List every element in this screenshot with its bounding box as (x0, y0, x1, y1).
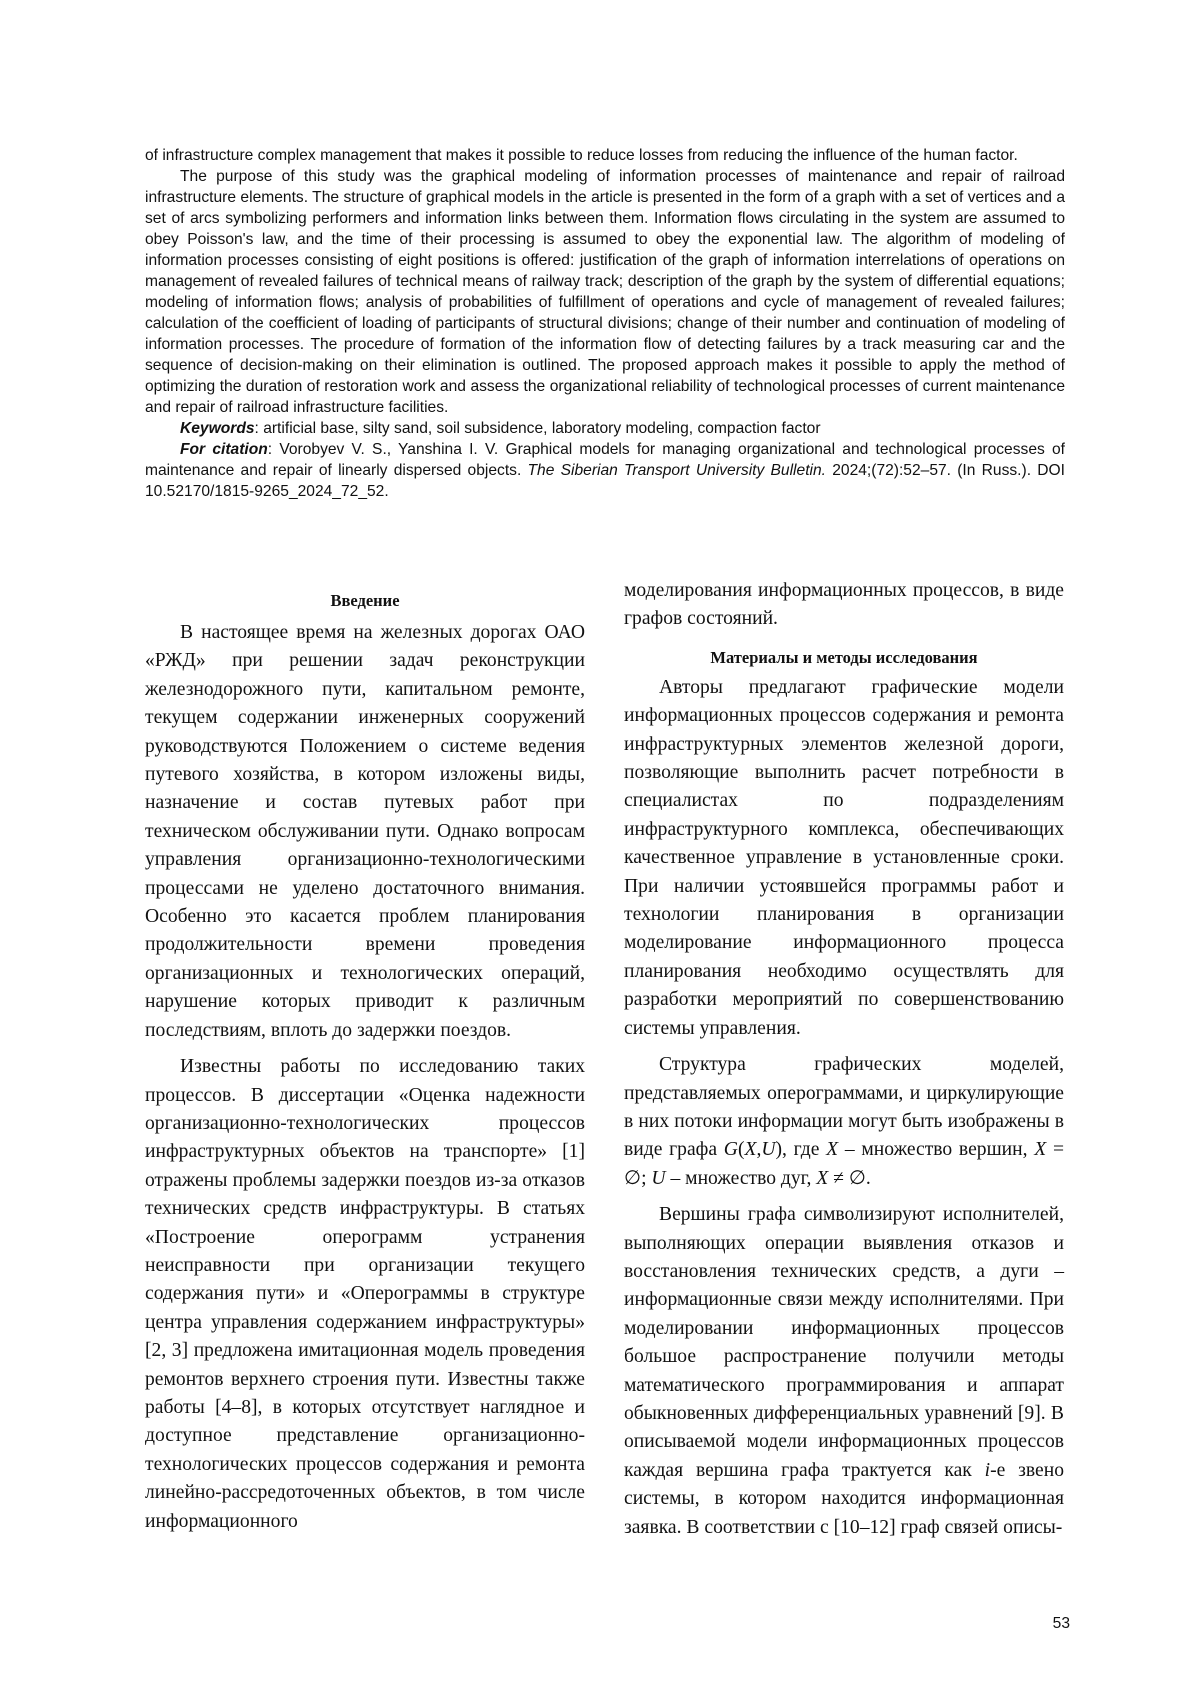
text-run: Вершины графа символизируют исполнителей, выполняющих операции выявления отказов и восстановления технических средств, а дуги – информационные связи между исполнителями. При моделировании информационных процессов большое распространение получили методы математического программирования и аппарат обыкновенных дифференциальных уравнений [9]. В описываемой модели информационных процессов каждая вершина графа трактуется как (624, 1204, 1064, 1481)
text-run: = ∅; (624, 1139, 1065, 1189)
continued-paragraph: моделирования информационных процессов, в виде графов состояний. (624, 580, 1064, 630)
intro-paragraph-2: Известны работы по исследованию таких процессов. В диссертации «Оценка надежности организационно-технологических процессов инфраструктурных объектов на транспорте» [1] отражены проблемы задержки поездов из-за отказов технических средств инфраструктуры. В статьях «Построение оперограмм устранения неисправности при организации текущего содержания пути» и «Оперограммы в структуре центра управления содержанием инфраструктуры» [2, 3] предложена имитационная модель проведения ремонтов верхнего строения пути. Известны также работы [4–8], в которых отсутствует наглядное и доступное представление организационно-технологических процессов содержания и ремонта линейно-рассредоточенных объектов, в том числе информационного (145, 1056, 585, 1532)
math-symbol-X: X (826, 1139, 839, 1161)
intro-paragraph-1: В настоящее время на железных дорогах ОАО «РЖД» при решении задач реконструкции железнодорожного пути, капитальном ремонте, текущем содержании инженерных сооружений руководствуются Положением о системе ведения путевого хозяйства, в котором изложены виды, назначение и состав путевых работ при техническом обслуживании пути. Однако вопросам управления организационно-технологическими процессами не уделено достаточного внимания. Особенно это касается проблем планирования продолжительности времени проведения организационных и технологических операций, нарушение которых приводит к различным последствиям, вплоть до задержки поездов. (145, 622, 585, 1041)
citation-tail: 2024;(72):52–57. (In Russ.). DOI 10.52170/1815-9265_2024_72_52. (145, 462, 1065, 500)
text-run: ), где (775, 1139, 827, 1161)
right-column (624, 577, 1064, 1542)
methods-paragraph-2 (624, 1051, 1064, 1193)
text-run: ≠ ∅. (828, 1167, 871, 1189)
text-run: Структура графических моделей, представляемых оперограммами, и циркулирующие в них потоки информации могут быть изображены в виде графа (624, 1054, 1064, 1161)
section-heading-introduction: Введение (330, 591, 400, 610)
text-run: -е звено системы, в котором находится информационная заявка. В соответствии с [10–12] граф связей описы- (624, 1459, 1064, 1538)
math-symbol-U: U (761, 1139, 776, 1161)
left-column (145, 583, 585, 1536)
math-symbol-X: X (816, 1167, 829, 1189)
text-run: – множество вершин, (838, 1139, 1035, 1161)
math-symbol-U: U (651, 1167, 666, 1189)
citation-line (145, 439, 1065, 502)
methods-paragraph-3 (624, 1201, 1064, 1542)
text-run: – множество дуг, (665, 1167, 817, 1189)
page-number: 53 (1052, 1615, 1070, 1632)
math-symbol-X: X (1034, 1139, 1047, 1161)
math-symbol-X: X (744, 1139, 757, 1161)
citation-label: For citation (180, 441, 268, 458)
methods-paragraph-1: Авторы предлагают графические модели информационных процессов содержания и ремонта инфраструктурных элементов железной дороги, позволяющие выполнить расчет потребности в специалистах по подразделениям инфраструктурного комплекса, обеспечивающих качественное управление в установленные сроки. При наличии устоявшейся программы работ и технологии планирования в организации моделирование информационного процесса планирования необходимо осуществлять для разработки мероприятий по совершенствованию системы управления. (624, 676, 1064, 1039)
citation-journal: The Siberian Transport University Bulletin. (527, 462, 826, 479)
abstract-block (145, 145, 1065, 502)
keywords-text: : artificial base, silty sand, soil subsidence, laboratory modeling, compaction factor (254, 420, 821, 437)
math-symbol-i: i (984, 1459, 991, 1481)
math-symbol-G: G (723, 1139, 738, 1161)
keywords-line (145, 418, 1065, 439)
section-heading-methods: Материалы и методы исследования (710, 647, 978, 667)
keywords-label: Keywords (180, 420, 255, 437)
abstract-continuation: of infrastructure complex management that makes it possible to reduce losses from reducing the influence of the human factor. (145, 147, 1018, 164)
citation-text: : Vorobyev V. S., Yanshina I. V. Graphical models for managing organizational and technological processes of maintenance and repair of linearly dispersed objects. (145, 441, 1065, 479)
abstract-purpose: The purpose of this study was the graphical modeling of information processes of maintenance and repair of railroad infrastructure elements. The structure of graphical models in the article is presented in the form of a graph with a set of vertices and a set of arcs symbolizing performers and information links between them. Information flows circulating in the system are assumed to obey Poisson's law, and the time of their processing is assumed to obey the exponential law. The algorithm of modeling of information processes consisting of eight positions is offered: justification of the graph of information interrelations of operations on management of revealed failures of technical means of railway track; description of the graph by the system of differential equations; modeling of information flows; analysis of probabilities of fulfillment of operations and cycle of management of revealed failures; calculation of the coefficient of loading of participants of structural divisions; change of their number and continuation of modeling of information processes. The procedure of formation of the information flow of detecting failures by a track measuring car and the sequence of decision-making on their elimination is outlined. The proposed approach makes it possible to apply the method of optimizing the duration of restoration work and assess the organizational reliability of technological processes of current maintenance and repair of railroad infrastructure facilities. (145, 168, 1065, 416)
text-run: ( (737, 1139, 745, 1161)
text-run: , (756, 1139, 762, 1161)
